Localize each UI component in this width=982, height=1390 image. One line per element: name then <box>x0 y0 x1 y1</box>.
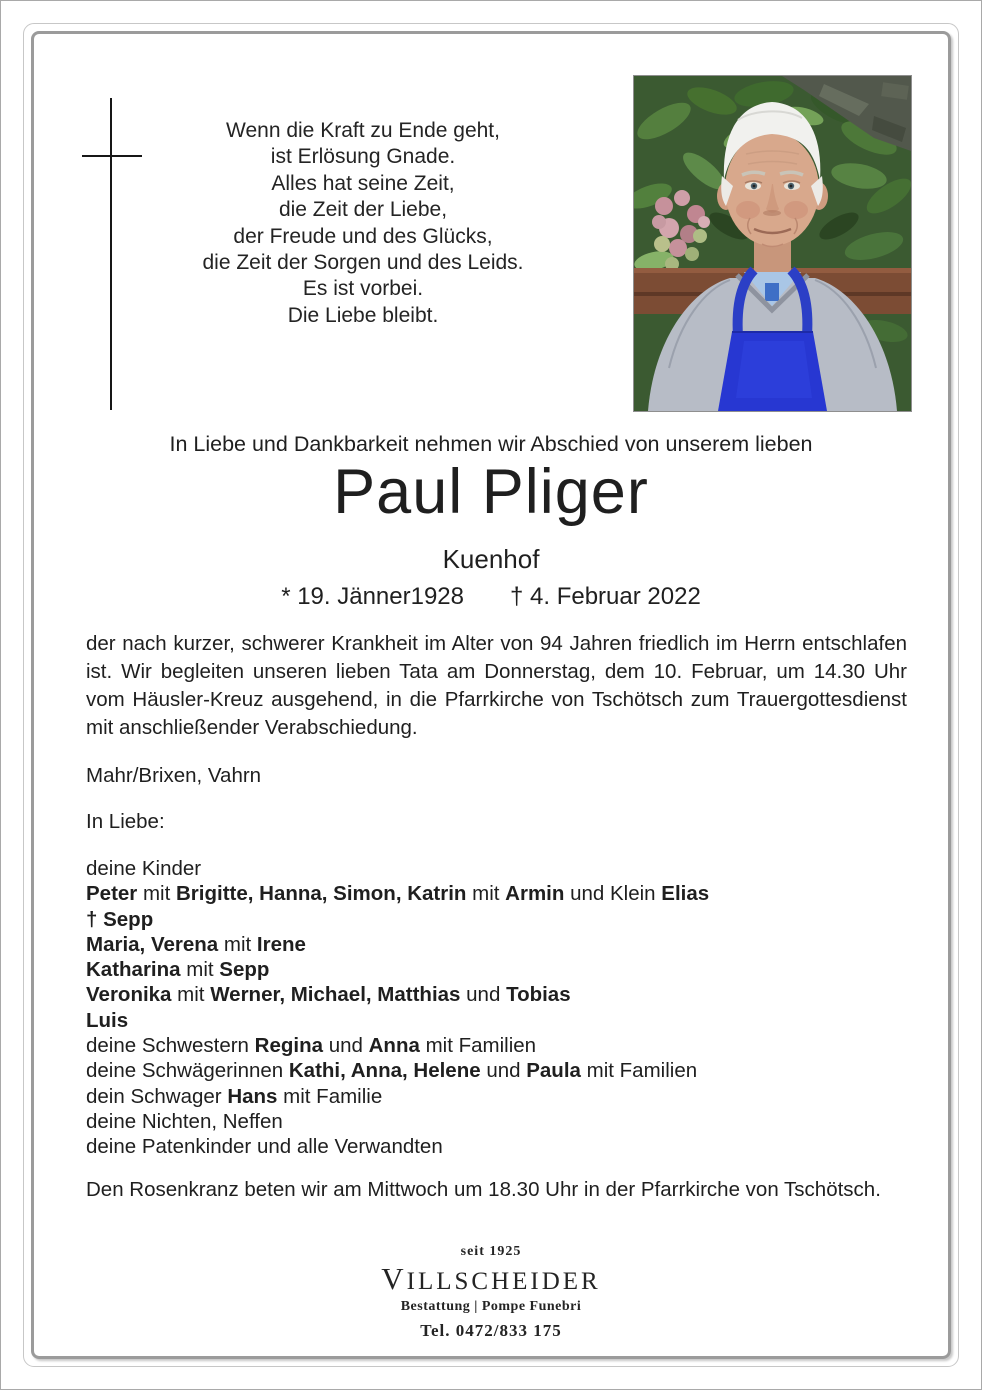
family-line <box>86 1008 709 1033</box>
portrait-photo <box>633 75 912 412</box>
family-line <box>86 856 709 881</box>
family-text: mit <box>137 882 176 906</box>
family-text: mit <box>466 882 506 906</box>
family-name-bold: Paula <box>526 1059 581 1083</box>
birth-date: * 19. Jänner1928 <box>281 583 464 610</box>
poem-line: die Zeit der Sorgen und des Leids. <box>202 251 524 275</box>
family-name-bold: Luis <box>86 1008 129 1032</box>
family-name-bold: Veronika <box>86 983 172 1007</box>
family-text: mit <box>171 983 211 1007</box>
family-name-bold: Sepp <box>219 958 270 982</box>
family-line <box>86 907 709 932</box>
family-name-bold: Katharina <box>86 958 181 982</box>
life-dates <box>1 583 981 611</box>
poem-line: Alles hat seine Zeit, <box>271 171 455 195</box>
family-line <box>86 982 709 1007</box>
places-line: Mahr/Brixen, Vahrn <box>86 764 262 787</box>
family-line <box>86 1109 709 1134</box>
family-name-bold: Elias <box>661 882 710 906</box>
logo-phone: Tel. 0472/833 175 <box>420 1321 562 1340</box>
family-text: mit Familie <box>277 1084 383 1108</box>
family-name-bold: Peter <box>86 882 138 906</box>
family-line <box>86 957 709 982</box>
death-date: † 4. Februar 2022 <box>510 583 701 610</box>
family-text: deine Patenkinder und alle Verwandten <box>86 1135 443 1159</box>
family-text: mit <box>218 932 257 956</box>
family-text: deine Schwägerinnen <box>86 1059 289 1083</box>
deceased-residence: Kuenhof <box>442 544 540 574</box>
family-line <box>86 932 709 957</box>
family-name-bold: Kathi, Anna, Helene <box>288 1059 481 1083</box>
poem-line: der Freude und des Glücks, <box>233 224 493 248</box>
family-text: deine Kinder <box>86 857 202 880</box>
salutation-line: In Liebe: <box>86 810 165 833</box>
logo-services: Bestattung | Pompe Funebri <box>400 1299 582 1314</box>
rosary-line: Den Rosenkranz beten wir am Mittwoch um 18.30 Uhr in der Pfarrkirche von Tschötsch. <box>86 1178 881 1201</box>
family-name-bold: Maria, Verena <box>86 932 219 956</box>
poem-line: ist Erlösung Gnade. <box>270 145 456 169</box>
family-text: mit Familien <box>580 1059 698 1083</box>
family-text: deine Schwestern <box>86 1034 255 1058</box>
family-line <box>86 1084 709 1109</box>
family-list <box>86 856 709 1160</box>
funeral-home-logo <box>1 1244 981 1341</box>
family-name-bold: † Sepp <box>86 907 154 931</box>
memorial-poem <box>93 118 633 329</box>
family-text: dein Schwager <box>86 1084 228 1108</box>
family-text: und <box>480 1059 527 1083</box>
family-text: und <box>460 983 507 1007</box>
family-line <box>86 1033 709 1058</box>
logo-name: VILLSCHEIDER <box>381 1261 601 1296</box>
poem-line: die Zeit der Liebe, <box>278 198 448 222</box>
portrait-illustration <box>634 76 911 411</box>
family-text: mit Familien <box>419 1034 537 1058</box>
family-text: und Klein <box>564 882 662 906</box>
deceased-name: Paul Pliger <box>333 457 649 527</box>
family-name-bold: Werner, Michael, Matthias <box>210 983 461 1007</box>
family-name-bold: Tobias <box>506 983 571 1007</box>
family-line <box>86 1058 709 1083</box>
family-name-bold: Regina <box>254 1034 324 1058</box>
family-line <box>86 881 709 906</box>
family-name-bold: Hans <box>227 1084 278 1108</box>
funeral-announcement: der nach kurzer, schwerer Krankheit im Alter von 94 Jahren friedlich im Herrn entschlafen ist. Wir begleiten unseren lieben Tata am Donnerstag, dem 10. Februar, um 14.30 Uhr vom Häusler-Kreuz ausgehend, in die Pfarrkirche von Tschötsch zum Trauergottesdienst mit anschließender Verabschiedung. <box>86 632 907 739</box>
family-name-bold: Armin <box>505 882 565 906</box>
logo-since: seit 1925 <box>460 1244 522 1259</box>
family-name-bold: Brigitte, Hanna, Simon, Katrin <box>176 882 467 906</box>
family-text: deine Nichten, Neffen <box>86 1109 283 1133</box>
poem-line: Die Liebe bleibt. <box>287 303 439 327</box>
family-line <box>86 1134 709 1159</box>
poem-line: Wenn die Kraft zu Ende geht, <box>226 119 500 142</box>
intro-line: In Liebe und Dankbarkeit nehmen wir Abschied von unserem lieben <box>169 432 813 456</box>
family-name-bold: Anna <box>368 1034 420 1058</box>
family-text: mit <box>180 958 220 982</box>
family-text: und <box>323 1034 369 1058</box>
poem-line: Es ist vorbei. <box>302 277 424 301</box>
family-name-bold: Irene <box>256 932 306 956</box>
